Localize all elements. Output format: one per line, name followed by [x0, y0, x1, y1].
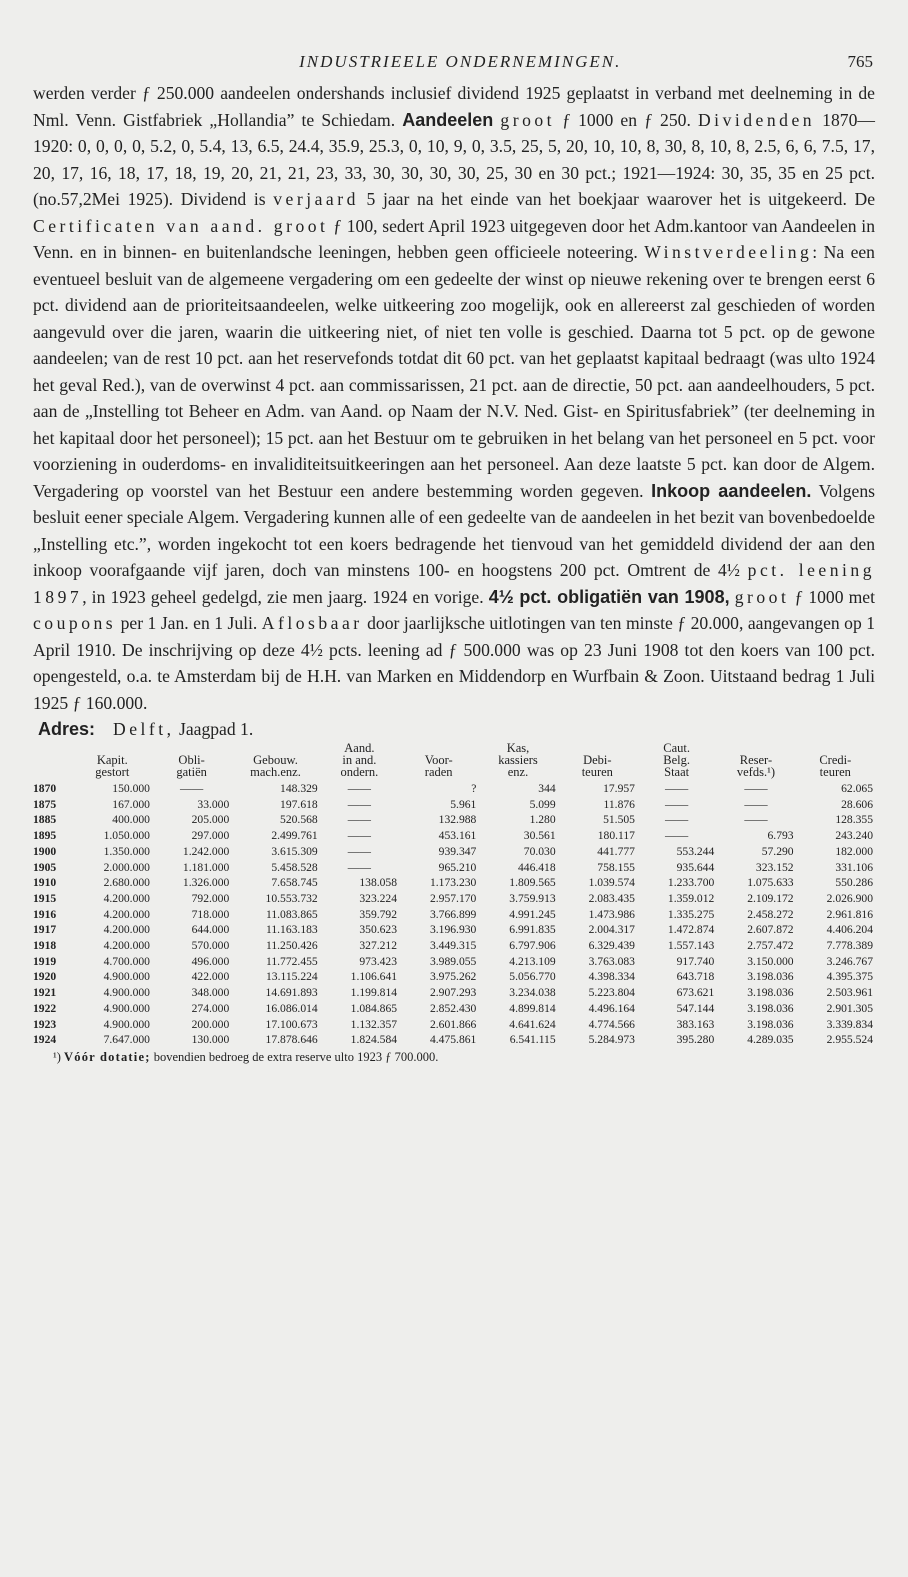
- table-row: [33, 922, 875, 938]
- year-cell: 1923: [33, 1017, 57, 1031]
- table-cell: 1.050.000: [103, 829, 150, 843]
- col-header: [33, 754, 73, 766]
- col-header: [33, 766, 73, 781]
- table-cell: 383.163: [676, 1017, 715, 1031]
- table-cell: 7.647.000: [103, 1033, 150, 1047]
- table-cell: 200.000: [191, 1017, 230, 1031]
- table-cell: 7.778.389: [826, 939, 873, 953]
- col-header: Staat: [664, 765, 690, 779]
- table-cell: 10.553.732: [265, 891, 318, 905]
- table-cell: 6.797.906: [509, 939, 556, 953]
- table-cell: 3.449.315: [429, 939, 477, 953]
- table-cell: ——: [665, 797, 689, 811]
- table-cell: 359.792: [359, 907, 398, 921]
- spaced-term-certificaten: Certificaten van aand. groot: [33, 215, 329, 236]
- col-header: Debi-: [583, 753, 612, 767]
- table-cell: 331.106: [835, 860, 873, 874]
- table-cell: 6.541.115: [509, 1033, 556, 1047]
- table-cell: 4.200.000: [103, 923, 150, 937]
- table-cell: 11.876: [603, 797, 635, 811]
- year-cell: 1916: [33, 907, 57, 921]
- table-cell: 1.084.865: [350, 1001, 398, 1015]
- text-run: per 1 Jan. en 1 Juli.: [116, 613, 262, 633]
- table-cell: 1.557.143: [667, 939, 715, 953]
- spaced-term-leening: pct. leening 1897: [33, 560, 875, 607]
- table-cell: 4.991.245: [509, 907, 556, 921]
- table-cell: 1.472.874: [667, 923, 715, 937]
- year-cell: 1922: [33, 1001, 57, 1015]
- table-cell: 3.196.930: [429, 923, 477, 937]
- col-header: teuren: [581, 765, 613, 779]
- table-cell: 3.975.262: [429, 970, 477, 984]
- table-cell: 453.161: [438, 829, 477, 843]
- table-cell: 4.200.000: [103, 939, 150, 953]
- col-header: gestort: [95, 765, 130, 779]
- text-run: werden verder ƒ 250.000 aandeelen ondershands inclusief dividend 1925 geplaatst in verband met deelneming in de Nml. Venn. Gistfabriek „Hollandia” te Schiedam.: [33, 83, 875, 130]
- table-cell: 205.000: [191, 813, 230, 827]
- table-cell: 2.026.900: [826, 891, 873, 905]
- table-cell: 3.246.767: [826, 954, 873, 968]
- spaced-term-verjaard: verjaard: [273, 189, 359, 209]
- col-header: Obli-: [178, 753, 205, 767]
- table-cell: 6.329.439: [588, 939, 635, 953]
- year-cell: 1895: [33, 829, 57, 843]
- table-cell: 30.561: [523, 829, 556, 843]
- table-cell: 4.900.000: [103, 970, 150, 984]
- spaced-term-coupons: coupons: [33, 613, 117, 633]
- table-cell: 344: [538, 782, 556, 795]
- table-cell: 3.759.913: [509, 891, 556, 905]
- table-cell: 3.150.000: [747, 954, 794, 968]
- table-cell: 547.144: [676, 1001, 715, 1015]
- col-header: mach.enz.: [250, 765, 301, 779]
- table-cell: 758.155: [597, 860, 635, 874]
- table-cell: 644.000: [191, 923, 230, 937]
- table-row: [33, 1001, 875, 1017]
- table-cell: 70.030: [523, 844, 556, 858]
- table-row: [33, 954, 875, 970]
- table-cell: 400.000: [112, 813, 150, 827]
- table-cell: 2.503.961: [826, 986, 873, 1000]
- balance-table: [33, 742, 875, 1048]
- table-cell: 1.106.641: [350, 970, 398, 984]
- table-cell: 2.109.172: [747, 891, 794, 905]
- col-header: Reser-: [739, 753, 773, 767]
- text-run: ƒ 100, sedert April 1923 uitgegeven door het Adm.kantoor van Aandeelen in Venn. en in binnen- en buitenlandsche leeningen, hebben geen officieele noteering.: [33, 215, 875, 262]
- col-header: Kapit.: [96, 753, 128, 767]
- year-cell: 1921: [33, 986, 57, 1000]
- table-cell: 1.242.000: [182, 844, 230, 858]
- table-cell: 2.499.761: [271, 829, 318, 843]
- section-heading-aandeelen: Aandeelen: [402, 109, 494, 130]
- table-cell: 5.056.770: [509, 970, 556, 984]
- table-cell: 1.181.000: [182, 860, 230, 874]
- text-run: 5 jaar na het einde van het boekjaar waarover het is uitgekeerd. De: [358, 189, 876, 209]
- table-cell: 182.000: [835, 844, 873, 858]
- table-cell: 4.475.861: [429, 1033, 477, 1047]
- table-cell: 2.458.272: [747, 907, 794, 921]
- table-cell: ——: [347, 844, 371, 858]
- table-cell: 4.900.000: [103, 1001, 150, 1015]
- address-line: [33, 716, 875, 742]
- col-header: Credi-: [819, 753, 852, 767]
- table-cell: 62.065: [841, 782, 873, 795]
- table-cell: 935.644: [676, 860, 715, 874]
- table-cell: 197.618: [280, 797, 318, 811]
- table-cell: 939.347: [438, 844, 477, 858]
- table-cell: 17.957: [603, 782, 635, 795]
- table-row: [33, 812, 875, 828]
- table-cell: ——: [744, 813, 768, 827]
- table-cell: 6.991.835: [509, 923, 556, 937]
- table-cell: 4.900.000: [103, 1017, 150, 1031]
- col-header-top: Aand.: [344, 741, 375, 755]
- table-cell: 33.000: [197, 797, 230, 811]
- table-row: [33, 875, 875, 891]
- table-cell: 5.284.973: [588, 1033, 635, 1047]
- spaced-term: groot: [734, 586, 790, 607]
- spaced-term-dividenden: Dividenden: [697, 109, 816, 130]
- address-street: Jaagpad 1.: [174, 719, 254, 739]
- table-cell: 2.004.317: [588, 923, 635, 937]
- table-row: [33, 860, 875, 876]
- table-cell: 3.339.834: [826, 1017, 873, 1031]
- table-cell: 5.223.804: [588, 986, 635, 1000]
- table-cell: 441.777: [597, 844, 635, 858]
- text-run: 1870—1920: 0, 0, 0, 0, 5.2, 0, 5.4, 13, 6.5, 24.4, 35.9, 25.3, 0, 10, 9, 0, 3.5, 25, 5, 20, 10, 10, 8, 30, 8, 10, 8, 2.5, 6, 6, 7.5, 17, 20, 17, 16, 18, 17, 18, 19, 20, 21, 21, 23, 33, 30, 30, 30, 30, 25, 30 en 30 pct.; 1921—1924: 30, 35, 35 en 25 pct. (no.57,2Mei 1925). Dividend is: [33, 109, 875, 209]
- col-header: gatiën: [176, 765, 207, 779]
- year-cell: 1918: [33, 939, 57, 953]
- table-cell: 3.234.038: [509, 986, 556, 1000]
- table-cell: 792.000: [191, 891, 230, 905]
- table-cell: 148.329: [280, 782, 318, 795]
- spaced-term: groot: [500, 109, 556, 130]
- table-row: [33, 985, 875, 1001]
- col-header: vefds.¹): [736, 765, 775, 779]
- table-cell: 350.623: [359, 923, 398, 937]
- table-cell: ——: [347, 797, 371, 811]
- year-cell: 1917: [33, 923, 57, 937]
- col-header-top: [33, 742, 73, 754]
- table-cell: 17.878.646: [265, 1033, 318, 1047]
- year-cell: 1915: [33, 891, 57, 905]
- table-cell: 14.691.893: [265, 986, 318, 1000]
- table-cell: 4.899.814: [509, 1001, 556, 1015]
- table-cell: ——: [665, 813, 689, 827]
- table-cell: 2.907.293: [429, 986, 477, 1000]
- table-cell: 16.086.014: [265, 1001, 318, 1015]
- table-cell: 643.718: [676, 970, 715, 984]
- section-heading-inkoop: Inkoop aandeelen.: [651, 480, 812, 501]
- table-cell: 520.568: [280, 813, 318, 827]
- table-cell: 28.606: [841, 797, 873, 811]
- table-cell: 2.083.435: [588, 891, 635, 905]
- table-cell: 180.117: [597, 829, 635, 843]
- table-cell: 4.213.109: [509, 954, 556, 968]
- table-cell: 496.000: [191, 954, 230, 968]
- table-cell: 323.152: [755, 860, 794, 874]
- table-row: [33, 938, 875, 954]
- table-row: [33, 828, 875, 844]
- table-cell: 11.163.183: [265, 923, 318, 937]
- table-cell: 130.000: [191, 1033, 230, 1047]
- table-cell: 2.957.170: [429, 891, 477, 905]
- table-cell: 2.757.472: [747, 939, 794, 953]
- table-cell: 570.000: [191, 939, 230, 953]
- year-cell: 1920: [33, 970, 57, 984]
- col-header: Voor-: [424, 753, 453, 767]
- text-run: , in 1923 geheel gedelgd, zie men jaarg. 1924 en vorige.: [82, 586, 489, 607]
- year-cell: 1919: [33, 954, 57, 968]
- footnote-marker: ¹): [53, 1049, 61, 1064]
- table-cell: 167.000: [112, 797, 150, 811]
- col-header: ondern.: [340, 765, 379, 779]
- table-cell: 57.290: [761, 844, 794, 858]
- table-cell: ?: [471, 782, 477, 795]
- table-cell: 1.473.986: [588, 907, 635, 921]
- table-cell: 11.772.455: [265, 954, 318, 968]
- table-cell: 2.901.305: [826, 1001, 873, 1015]
- table-row: [33, 891, 875, 907]
- table-cell: 1.280: [529, 813, 556, 827]
- table-cell: 3.198.036: [747, 970, 794, 984]
- table-cell: 1.039.574: [588, 876, 635, 890]
- table-cell: 3.198.036: [747, 1017, 794, 1031]
- table-cell: 4.289.035: [747, 1033, 794, 1047]
- table-cell: ——: [180, 782, 204, 795]
- table-cell: 1.075.633: [747, 876, 794, 890]
- text-run: Volgens besluit eener speciale Algem. Vergadering kunnen alle of een gedeelte van de aandeelen in het bezit van bovenbedoelde „Instelling etc.”, worden ingekocht tot een koers bedragende het tienvoud van het gemiddeld dividend der aan den inkoop voorafgaande vijf jaren, doch van minstens 100- en hoogstens 200 pct. Omtrent de 4½: [33, 480, 876, 580]
- table-cell: 11.250.426: [265, 939, 318, 953]
- year-cell: 1875: [33, 797, 57, 811]
- table-cell: 5.099: [529, 797, 556, 811]
- table-cell: 138.058: [359, 876, 398, 890]
- text-run: ƒ 1000 en ƒ 250.: [555, 109, 698, 130]
- table-cell: 4.774.566: [588, 1017, 635, 1031]
- table-cell: 3.615.309: [271, 844, 318, 858]
- table-cell: 5.961: [450, 797, 477, 811]
- table-cell: 2.000.000: [103, 860, 150, 874]
- text-run: : Na een eventueel besluit van de algemeene vergadering om een gedeelte der winst op nieuwe rekening over te brengen eerst 6 pct. dividend aan de prioriteitsaandeelen, welke uitkeering zoo mogelijk, ook en allereerst zal geschieden of worden aangevuld over die jaren, waarin die uitkeering niet, of niet ten volle is geschied. Daarna tot 5 pct. op de gewone aandeelen; van de rest 10 pct. aan het reservefonds totdat dit 60 pct. van het geplaatst kapitaal bedraagt (was ulto 1924 het geval Red.), van de overwinst 4 pct. aan commissarissen, 21 pct. aan de directie, 50 pct. aan aandeelhouders, 5 pct. aan de „Instelling tot Beheer en Adm. van Aand. op Naam der N.V. Ned. Gist- en Spiritusfabriek” (ter deelneming in het kapitaal door het personeel); 15 pct. aan het Bestuur om te gebruiken in het belang van het personeel en 5 pct. voor voorziening in ouderdoms- en invaliditeitsuitkeeringen aan het personeel. Aan deze laatste 5 pct. kan door de Algem. Vergadering op voorstel van het Bestuur een andere bestemming worden gegeven.: [33, 242, 875, 501]
- table-cell: 917.740: [676, 954, 715, 968]
- table-row: [33, 969, 875, 985]
- table-cell: 553.244: [676, 844, 715, 858]
- table-cell: 4.200.000: [103, 891, 150, 905]
- table-cell: 422.000: [191, 970, 230, 984]
- table-cell: 2.955.524: [826, 1033, 873, 1047]
- table-row: [33, 781, 875, 797]
- table-cell: 1.335.275: [667, 907, 715, 921]
- table-cell: 150.000: [112, 782, 150, 795]
- table-cell: 446.418: [517, 860, 556, 874]
- year-cell: 1870: [33, 782, 57, 795]
- table-cell: 128.355: [835, 813, 873, 827]
- table-cell: 4.395.375: [826, 970, 873, 984]
- table-cell: 2.607.872: [747, 923, 794, 937]
- table-cell: 3.766.899: [429, 907, 477, 921]
- col-header: enz.: [507, 765, 529, 779]
- year-cell: 1885: [33, 813, 57, 827]
- table-cell: 3.198.036: [747, 986, 794, 1000]
- table-cell: 973.423: [359, 954, 398, 968]
- table-body: [33, 781, 875, 1048]
- table-cell: ——: [347, 860, 371, 874]
- col-header: in and.: [342, 753, 377, 767]
- table-cell: 4.496.164: [588, 1001, 635, 1015]
- table-cell: 17.100.673: [265, 1017, 318, 1031]
- address-label: Adres:: [38, 719, 96, 739]
- table-cell: 673.621: [676, 986, 715, 1000]
- table-cell: 3.989.055: [429, 954, 477, 968]
- table-cell: 3.198.036: [747, 1001, 794, 1015]
- table-cell: 965.210: [438, 860, 477, 874]
- table-cell: 51.505: [603, 813, 635, 827]
- table-cell: 2.852.430: [429, 1001, 477, 1015]
- table-cell: ——: [347, 829, 371, 843]
- table-cell: ——: [744, 797, 768, 811]
- table-cell: ——: [665, 782, 689, 795]
- table-cell: 327.212: [359, 939, 398, 953]
- table-cell: 4.641.624: [509, 1017, 556, 1031]
- text-run: door jaarlijksche uitlotingen van ten minste ƒ 20.000, aangevangen op 1 April 1910. De inschrijving op deze 4½ pcts. leening ad ƒ 500.000 was op 23 Juni 1908 tot den koers van 100 pct. opengesteld, o.a. te Amsterdam bij de H.H. van Marken en Middendorp en Wurfbain & Zoon. Uitstaand bedrag 1 Juli 1925 ƒ 160.000.: [33, 613, 876, 713]
- table-cell: 1.326.000: [182, 876, 230, 890]
- table-cell: 2.601.866: [429, 1017, 477, 1031]
- table-row: [33, 1032, 875, 1048]
- table-cell: 4.398.334: [588, 970, 635, 984]
- spaced-term-aflosbaar: Aflosbaar: [261, 613, 363, 633]
- footnote: [33, 1050, 875, 1065]
- year-cell: 1900: [33, 844, 57, 858]
- page-number: 765: [847, 52, 873, 71]
- year-cell: 1910: [33, 876, 57, 890]
- table-cell: 4.406.204: [826, 923, 873, 937]
- year-cell: 1924: [33, 1033, 57, 1047]
- spaced-term-winstverdeeling: Winstverdeeling: [644, 242, 813, 262]
- table-cell: 1.359.012: [667, 891, 715, 905]
- table-row: [33, 844, 875, 860]
- running-title: INDUSTRIEELE ONDERNEMINGEN.: [299, 52, 622, 71]
- table-cell: 4.700.000: [103, 954, 150, 968]
- col-header: Gebouw.: [253, 753, 298, 767]
- table-cell: 1.132.357: [350, 1017, 398, 1031]
- col-header: teuren: [819, 765, 851, 779]
- table-cell: 1.199.814: [350, 986, 398, 1000]
- table-cell: 1.350.000: [103, 844, 150, 858]
- table-cell: 1.173.230: [429, 876, 477, 890]
- table-cell: ——: [347, 813, 371, 827]
- table-cell: 4.900.000: [103, 986, 150, 1000]
- table-cell: 1.233.700: [667, 876, 715, 890]
- table-cell: 7.658.745: [271, 876, 318, 890]
- col-header-top: Kas,: [506, 741, 530, 755]
- table-cell: 395.280: [676, 1033, 715, 1047]
- footnote-bold: Vóór dotatie;: [64, 1049, 151, 1064]
- table-cell: 1.809.565: [509, 876, 556, 890]
- table-cell: 11.083.865: [265, 907, 318, 921]
- table-cell: 348.000: [191, 986, 230, 1000]
- table-cell: 323.224: [359, 891, 398, 905]
- table-cell: 3.763.083: [588, 954, 635, 968]
- col-header: raden: [424, 765, 453, 779]
- col-header: Belg.: [663, 753, 690, 767]
- table-cell: 5.458.528: [271, 860, 318, 874]
- table-row: [33, 1017, 875, 1033]
- page-header: [33, 52, 875, 80]
- year-cell: 1905: [33, 860, 57, 874]
- table-cell: 2.680.000: [103, 876, 150, 890]
- table-cell: 274.000: [191, 1001, 230, 1015]
- table-cell: 550.286: [835, 876, 873, 890]
- table-cell: ——: [665, 829, 689, 843]
- table-header-bottom: [33, 766, 875, 781]
- table-cell: 2.961.816: [826, 907, 873, 921]
- section-heading-obligatien: 4½ pct. obligatiën van 1908,: [488, 586, 730, 607]
- table-cell: 1.824.584: [350, 1033, 398, 1047]
- text-run: ƒ 1000 met: [789, 586, 876, 607]
- table-cell: ——: [744, 782, 768, 795]
- table-cell: 132.988: [438, 813, 477, 827]
- table-cell: 13.115.224: [265, 970, 318, 984]
- table-cell: 243.240: [835, 829, 873, 843]
- table-cell: 297.000: [191, 829, 230, 843]
- table-cell: 718.000: [191, 907, 230, 921]
- table-cell: 4.200.000: [103, 907, 150, 921]
- table-row: [33, 797, 875, 813]
- table-cell: ——: [347, 782, 371, 795]
- footnote-text: bovendien bedroeg de extra reserve ulto 1923 ƒ 700.000.: [150, 1049, 439, 1064]
- col-header: kassiers: [498, 753, 538, 767]
- company-description: [33, 80, 875, 716]
- address-place: Delft,: [113, 719, 175, 739]
- table-cell: 6.793: [767, 829, 794, 843]
- col-header-top: Caut.: [663, 741, 690, 755]
- table-row: [33, 907, 875, 923]
